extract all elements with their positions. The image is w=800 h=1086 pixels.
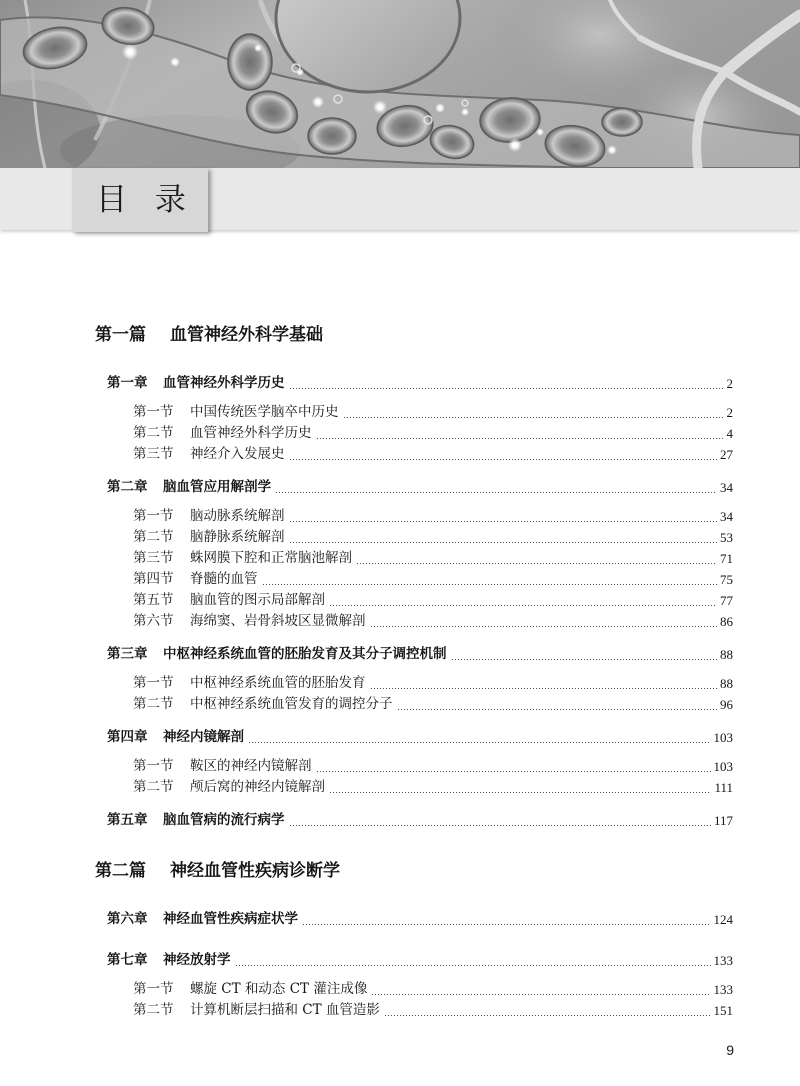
toc-title: 目 录 [96, 182, 186, 218]
part-label: 第二篇 [95, 861, 146, 881]
chapter-title: 血管神经外科学历史 [163, 375, 285, 391]
section-label: 第四节 [133, 571, 174, 587]
section-entry [133, 548, 733, 569]
dot-leader [357, 548, 717, 569]
section-entry [133, 569, 733, 590]
dot-leader [452, 644, 718, 665]
light-particle [373, 100, 387, 114]
section-title: 中枢神经系统血管发育的调控分子 [190, 696, 393, 712]
section-page-ref: 34 [720, 509, 733, 524]
section-label: 第一节 [133, 508, 174, 524]
section-title: 血管神经外科学历史 [190, 425, 312, 441]
chapter-label: 第五章 [107, 812, 148, 828]
chapter-page-ref: 103 [713, 730, 733, 745]
dot-leader [398, 694, 718, 715]
chapter-label: 第二章 [107, 479, 148, 495]
section-title: 脑静脉系统解剖 [190, 529, 285, 545]
chapter-label: 第四章 [107, 729, 148, 745]
chapter-label: 第七章 [107, 952, 148, 968]
dot-leader [290, 444, 718, 465]
light-particle [435, 103, 445, 113]
chapter-page-ref: 88 [720, 647, 733, 662]
part-heading [95, 859, 733, 883]
section-page-ref: 151 [713, 1003, 733, 1018]
light-particle [312, 96, 324, 108]
dot-leader [344, 402, 724, 423]
dot-leader [385, 1000, 711, 1021]
section-title: 鞍区的神经内镜解剖 [190, 758, 312, 774]
section-label: 第六节 [133, 613, 174, 629]
section-page-ref: 86 [720, 614, 733, 629]
light-particle [254, 44, 262, 52]
section-page-ref: 2 [726, 405, 733, 420]
chapter-title: 神经放射学 [163, 952, 231, 968]
section-entry [133, 444, 733, 465]
section-entry [133, 423, 733, 444]
light-particle [607, 145, 617, 155]
chapter-label: 第三章 [107, 646, 148, 662]
chapter-label: 第一章 [107, 375, 148, 391]
red-blood-cell [228, 34, 272, 90]
dot-leader [263, 569, 718, 590]
section-page-ref: 96 [720, 697, 733, 712]
section-title: 螺旋 CT 和动态 CT 灌注成像 [190, 981, 368, 997]
part-title: 血管神经外科学基础 [170, 325, 323, 345]
dot-leader [371, 673, 718, 694]
part-title: 神经血管性疾病诊断学 [170, 861, 340, 881]
section-page-ref: 27 [720, 447, 733, 462]
section-label: 第三节 [133, 446, 174, 462]
chapter-label: 第六章 [107, 911, 148, 927]
section-entry [133, 694, 733, 715]
section-entry [133, 777, 733, 798]
section-entry [133, 611, 733, 632]
light-particle [461, 108, 469, 116]
chapter-title: 脑血管应用解剖学 [163, 479, 271, 495]
chapter-title: 中枢神经系统血管的胚胎发育及其分子调控机制 [163, 646, 447, 662]
chapter-entry [107, 373, 733, 394]
banner-illustration [0, 0, 800, 168]
section-page-ref: 133 [713, 982, 733, 997]
dot-leader [290, 527, 718, 548]
chapter-page-ref: 34 [720, 480, 733, 495]
section-title: 中国传统医学脑卒中历史 [190, 404, 339, 420]
chapter-entry [107, 644, 733, 665]
section-entry [133, 590, 733, 611]
section-page-ref: 77 [720, 593, 733, 608]
section-page-ref: 71 [720, 551, 733, 566]
section-entry [133, 402, 733, 423]
dot-leader [290, 373, 724, 394]
section-entry [133, 673, 733, 694]
light-particle [170, 57, 180, 67]
section-label: 第二节 [133, 779, 174, 795]
dot-leader [276, 477, 717, 498]
page-number: 9 [726, 1042, 734, 1058]
chapter-title: 神经血管性疾病症状学 [163, 911, 298, 927]
section-entry [133, 979, 733, 1000]
light-particle [122, 44, 138, 60]
chapter-page-ref: 117 [713, 813, 733, 828]
dot-leader [290, 810, 711, 831]
dot-leader [290, 506, 718, 527]
toc-title-box [72, 168, 208, 232]
section-label: 第一节 [133, 758, 174, 774]
section-label: 第二节 [133, 529, 174, 545]
chapter-entry [107, 950, 733, 971]
chapter-entry [107, 727, 733, 748]
section-title: 颅后窝的神经内镜解剖 [190, 779, 325, 795]
section-label: 第一节 [133, 675, 174, 691]
section-page-ref: 4 [726, 426, 733, 441]
section-title: 脑血管的图示局部解剖 [190, 592, 325, 608]
light-particle [508, 138, 522, 152]
section-title: 海绵窦、岩骨斜坡区显微解剖 [190, 613, 366, 629]
section-page-ref: 103 [713, 759, 733, 774]
section-page-ref: 53 [720, 530, 733, 545]
section-label: 第二节 [133, 1002, 174, 1018]
dot-leader [330, 777, 711, 798]
chapter-title: 神经内镜解剖 [163, 729, 244, 745]
header-banner [0, 0, 800, 168]
section-page-ref: 111 [714, 780, 733, 795]
chapter-page-ref: 124 [713, 912, 733, 927]
section-title: 中枢神经系统血管的胚胎发育 [190, 675, 366, 691]
section-entry [133, 1000, 733, 1021]
section-label: 第二节 [133, 425, 174, 441]
section-entry [133, 756, 733, 777]
chapter-title: 脑血管病的流行病学 [163, 812, 285, 828]
section-label: 第二节 [133, 696, 174, 712]
dot-leader [330, 590, 717, 611]
section-entry [133, 527, 733, 548]
part-heading [95, 323, 733, 347]
section-label: 第三节 [133, 550, 174, 566]
dot-leader [317, 756, 711, 777]
dot-leader [236, 950, 711, 971]
table-of-contents [95, 323, 733, 1021]
section-label: 第一节 [133, 404, 174, 420]
section-title: 脑动脉系统解剖 [190, 508, 285, 524]
dot-leader [249, 727, 711, 748]
section-label: 第一节 [133, 981, 174, 997]
chapter-entry [107, 810, 733, 831]
dot-leader [303, 909, 711, 930]
section-title: 计算机断层扫描和 CT 血管造影 [190, 1002, 380, 1018]
red-blood-cell [308, 118, 356, 154]
part-label: 第一篇 [95, 325, 146, 345]
dot-leader [371, 611, 718, 632]
red-blood-cell [602, 108, 642, 136]
chapter-page-ref: 2 [726, 376, 733, 391]
section-label: 第五节 [133, 592, 174, 608]
chapter-entry [107, 909, 733, 930]
section-page-ref: 75 [720, 572, 733, 587]
section-entry [133, 506, 733, 527]
dot-leader [372, 979, 710, 1000]
dot-leader [317, 423, 724, 444]
section-title: 脊髓的血管 [190, 571, 258, 587]
chapter-page-ref: 133 [713, 953, 733, 968]
section-page-ref: 88 [720, 676, 733, 691]
light-particle [536, 128, 544, 136]
title-band [0, 168, 800, 230]
chapter-entry [107, 477, 733, 498]
section-title: 蛛网膜下腔和正常脑池解剖 [190, 550, 352, 566]
section-title: 神经介入发展史 [190, 446, 285, 462]
